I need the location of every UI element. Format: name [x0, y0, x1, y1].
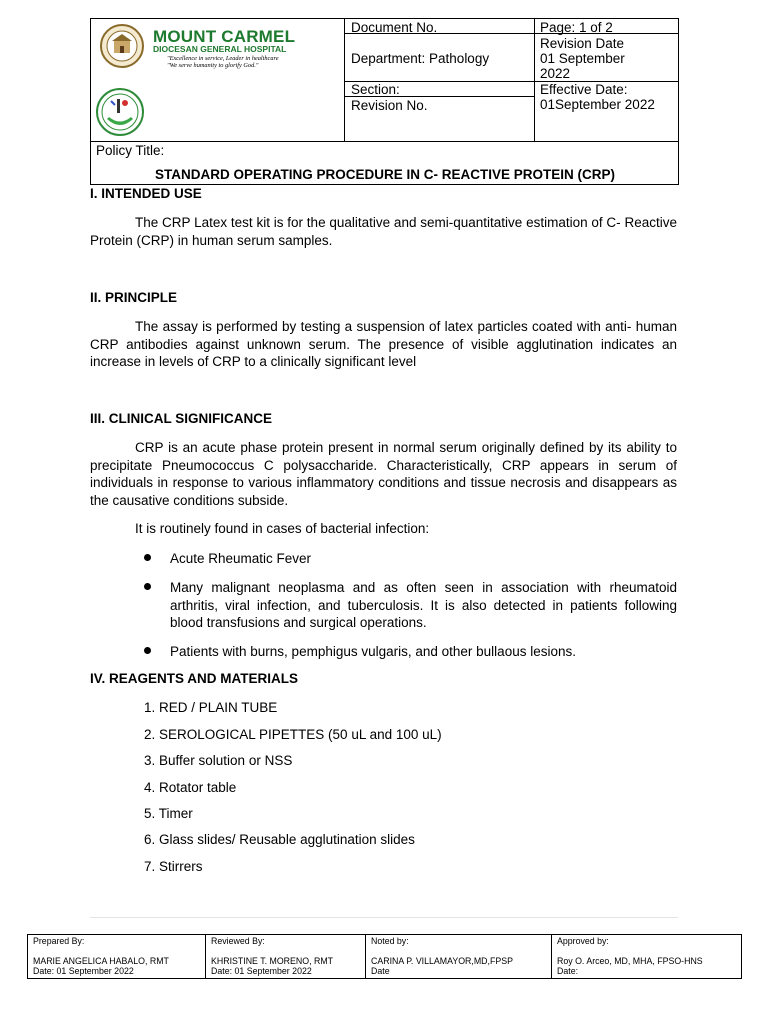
approved-by-date: Date:: [557, 966, 579, 976]
revision-date-label: Revision Date: [540, 36, 625, 51]
bullet-icon: [144, 554, 151, 561]
approved-by-name: Roy O. Arceo, MD, MHA, FPSO-HNS: [557, 956, 703, 966]
intended-use-text: The CRP Latex test kit is for the qualitative and semi-quantitative estimation of C- Reactive Protein (CRP) in human serum samples.: [90, 215, 677, 248]
reviewed-by-cell: [206, 935, 365, 978]
principle-paragraph: [90, 318, 677, 371]
section-heading-reagents: IV. REAGENTS AND MATERIALS: [90, 671, 299, 686]
hospital-tagline-1: "Excellence in service, Leader in healthcare: [167, 55, 279, 62]
noted-by-label: Noted by:: [371, 936, 409, 946]
document-header-table: [90, 18, 679, 185]
list-item: 4. Rotator table: [144, 780, 237, 795]
bullet-text: Patients with burns, pemphigus vulgaris, and other bullaous lesions.: [170, 644, 576, 659]
hospital-tagline-2: "We serve humanity to glorify God.": [167, 62, 259, 69]
bullet-icon: [144, 647, 151, 654]
prepared-by-label: Prepared By:: [33, 936, 85, 946]
bacterial-infection-intro: It is routinely found in cases of bacterial infection:: [135, 521, 430, 536]
intended-use-paragraph: [90, 214, 677, 249]
bullet-text: Many malignant neoplasma and as often seen in association with rheumatoid arthritis, viral infection, and tuberculosis. It is also detected in patients following blood transfusions and surgical operations.: [170, 580, 677, 630]
noted-by-date: Date: [371, 966, 390, 976]
section-label: Section:: [351, 82, 400, 97]
clinical-significance-text: CRP is an acute phase protein present in normal serum originally defined by its ability to precipitate Pneumococcus C polysaccharide. Characteristically, CRP appears in serum of individuals in response to various inflammatory conditions and tissue necrosis and disappears as the causative conditions subside.: [90, 440, 677, 508]
approved-by-label: Approved by:: [557, 936, 609, 946]
page-number: Page: 1 of 2: [540, 20, 613, 35]
prepared-by-name: MARIE ANGELICA HABALO, RMT: [33, 956, 169, 966]
section-heading-clinical-significance: III. CLINICAL SIGNIFICANCE: [90, 411, 273, 426]
section-heading-principle: II. PRINCIPLE: [90, 290, 178, 305]
reviewed-by-date: Date: 01 September 2022: [211, 966, 312, 976]
list-item: 5. Timer: [144, 806, 193, 821]
pathology-department-logo: [95, 87, 145, 137]
footer-divider: [90, 917, 678, 918]
signature-footer-table: [27, 934, 742, 979]
principle-text: The assay is performed by testing a suspension of latex particles coated with anti- human CRP antibodies against unknown serum. The presence of visible agglutination indicates an increase in levels of CRP to a clinically significant level: [90, 319, 677, 369]
effective-date-value: 01September 2022: [540, 97, 655, 112]
approved-by-cell: [552, 935, 741, 978]
policy-title-label: Policy Title:: [96, 143, 165, 158]
list-item: 6. Glass slides/ Reusable agglutination slides: [144, 832, 415, 847]
revision-date-year: 2022: [540, 66, 571, 81]
document-no-label: Document No.: [351, 20, 438, 35]
noted-by-name: CARINA P. VILLAMAYOR,MD,FPSP: [371, 956, 513, 966]
list-item: 7. Stirrers: [144, 859, 203, 874]
hospital-name: MOUNT CARMEL: [153, 27, 296, 46]
prepared-by-date: Date: 01 September 2022: [33, 966, 134, 976]
reviewed-by-label: Reviewed By:: [211, 936, 265, 946]
bullet-text: Acute Rheumatic Fever: [170, 551, 312, 566]
hospital-logo: [99, 23, 145, 69]
prepared-by-cell: [28, 935, 205, 978]
department-label: Department: Pathology: [351, 51, 490, 66]
list-item: 1. RED / PLAIN TUBE: [144, 700, 278, 715]
bullet-icon: [144, 583, 151, 590]
list-item: 3. Buffer solution or NSS: [144, 753, 293, 768]
reviewed-by-name: KHRISTINE T. MORENO, RMT: [211, 956, 334, 966]
revision-date-value: 01 September: [540, 51, 625, 66]
list-item: 2. SEROLOGICAL PIPETTES (50 uL and 100 uL): [144, 727, 442, 742]
revision-no-label: Revision No.: [351, 98, 428, 113]
hospital-subtitle: DIOCESAN GENERAL HOSPITAL: [153, 44, 287, 54]
policy-title: STANDARD OPERATING PROCEDURE IN C- REACTIVE PROTEIN (CRP): [154, 167, 615, 182]
noted-by-cell: [366, 935, 551, 978]
clinical-significance-paragraph: [90, 439, 677, 509]
effective-date-label: Effective Date:: [540, 82, 628, 97]
section-heading-intended-use: I. INTENDED USE: [90, 186, 202, 201]
